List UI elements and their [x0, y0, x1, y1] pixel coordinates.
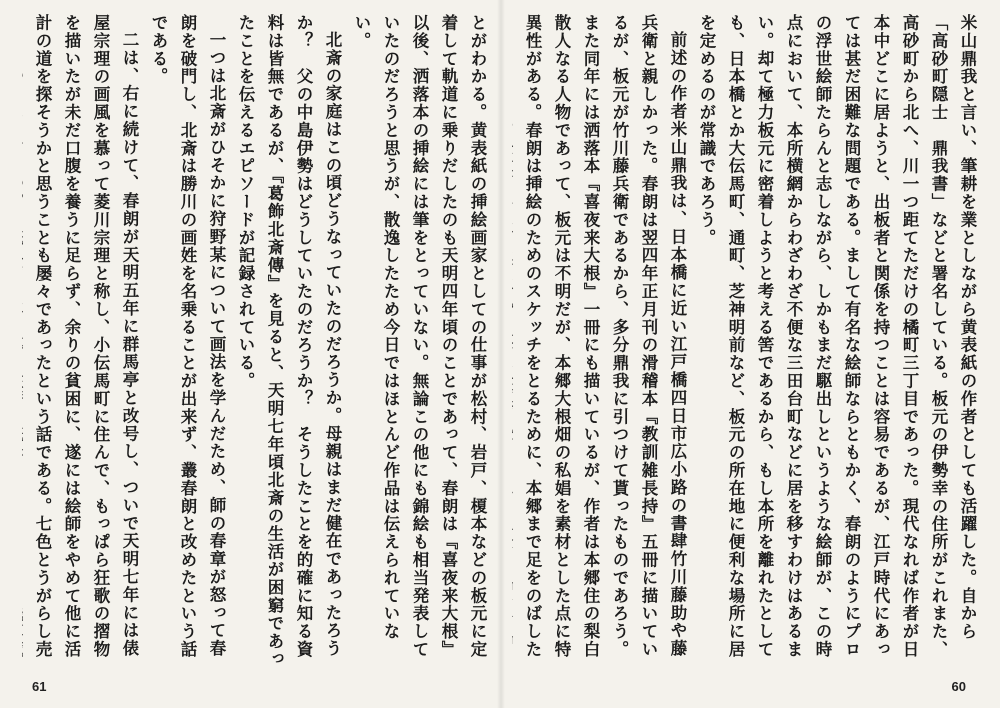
right-page [512, 14, 982, 674]
paragraph: 北斎の家庭はこの頃どうなっていたのだろうか。母親はまだ健在であったろうか？ 父の中島伊勢はどうしていたのだろうか？ そうしたことを的確に知る資料は皆無であるが、『葛飾北斎傳』を見ると、天明七年頃北斎の生活が困窮であったことを伝えるエピソードが記録されている。 [236, 14, 342, 669]
book-gutter [497, 0, 505, 708]
page-number-right: 60 [951, 679, 966, 694]
right-page-text [512, 14, 982, 674]
paragraph: 一つは北斎がひそかに狩野某について画法を学んだため、師の春章が怒って春朗を破門し、北斎は勝川の画姓を名乗ることが出来ず、叢春朗と改めたという話である。 [149, 14, 226, 659]
left-page-text [22, 14, 492, 674]
paragraph: 前述の作者米山鼎我は、日本橋に近い江戸橋四日市広小路の書肆竹川藤助や藤兵衛と親しかった。春朗は翌四年正月刊の滑稽本『教訓雑長持』五冊に描いているが、板元が竹川藤兵衛であるから、多分鼎我に引つけて貰ったものであろう。また同年には洒落本『喜夜来大根』一冊にも描いているが、作者は本郷住の梨白散人なる人物であって、板元は不明だが、本郷大根畑の私娼を素材とした点に特異性がある。春朗は挿絵のためのスケッチをとるために、本郷まで足をのばした [523, 14, 687, 659]
paragraph: 米山鼎我と言い、筆耕を業としながら黄表紙の作者としても活躍した。自から「高砂町隠士 鼎我書」などと署名している。板元の伊勢幸の住所がこれまた、高砂町から北へ、川一つ距てただけの橘町三丁目であった。現代なれば作者が日本中どこに居ようと、出板者と関係を持つことは容易であるが、江戸時代にあっては甚だ困難な問題である。まして有名な絵師ならともかく、春朗のようにプロの浮世絵師たらんと志しながら、しかもまだ駆出しというような絵師が、この時点において、本所横網からわざわざ不便な三田台町などに居を移すわけはあるまい。却て極力板元に密着しようと考える筈であるから、もし本所を離れたとしても、日本橋とか大伝馬町、通町、芝神明前など、板元の所在地に便利な場所に居を定めるのが常識であろう。 [697, 14, 977, 659]
left-page [22, 14, 492, 674]
page-number-left: 61 [32, 679, 47, 694]
paragraph: 二は、右に続けて、春朗が天明五年に群馬亭と改号し、ついで天明七年には俵屋宗理の画風を慕って菱川宗理と称し、小伝馬町に住んで、もっぱら狂歌の摺物を描いたが未だ口腹を養うに足らず、余りの貧困に、遂には絵師をやめて他に活計の道を探そうかと思うことも屡々であったという話である。七色とうがらし売 [33, 14, 139, 659]
paragraph: とがわかる。黄表紙の挿絵画家としての仕事が松村、岩戸、榎本などの板元に定着して軌道に乗りだしたのも天明四年頃のことであって、春朗は『喜夜来大根』以後、洒落本の挿絵には筆をとっていない。無論この他にも錦絵も相当発表していたのだろうと思うが、散逸したため今日ではほとんど作品は伝えられていない。 [352, 14, 487, 659]
